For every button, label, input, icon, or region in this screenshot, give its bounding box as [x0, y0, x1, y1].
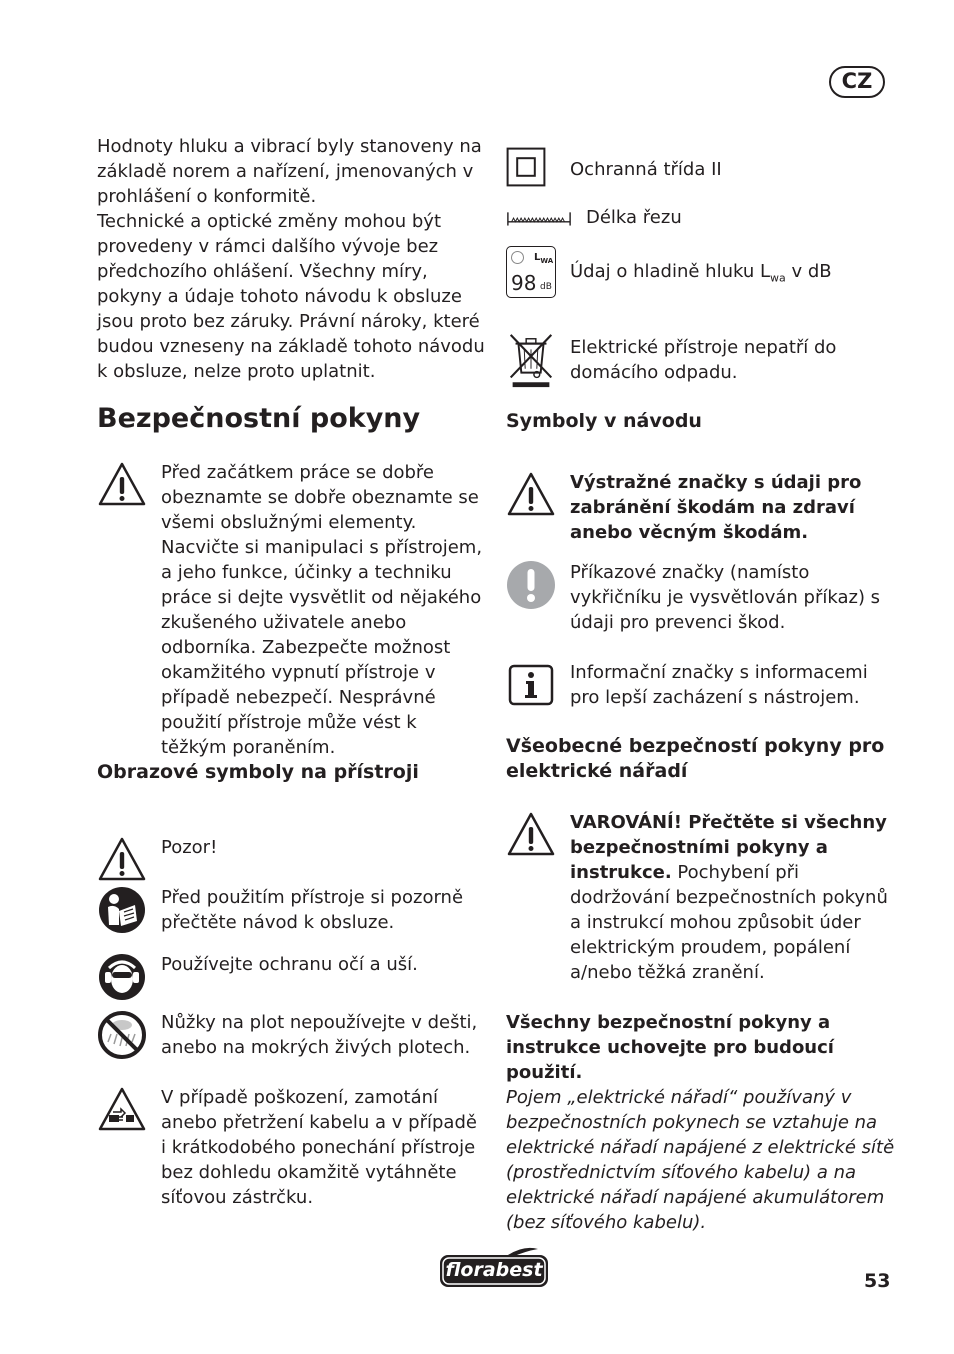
read-manual-icon [97, 885, 147, 935]
brand-name: florabest [445, 1259, 543, 1281]
general-safety-heading: Všeobecné bezpečností pokyny pro elektrické nářadí [506, 735, 885, 782]
symbol-item [97, 952, 487, 1002]
symbol-text: Délka řezu [586, 207, 682, 228]
general-warning-block [506, 810, 896, 985]
no-rain-icon [97, 1010, 147, 1060]
symbol-item [506, 470, 896, 545]
symbol-item [506, 660, 896, 710]
eye-ear-protection-icon [97, 952, 147, 1002]
symbol-text: Příkazové značky (namísto vykřičníku je vysvětlován příkaz) s údaji pro prevenci škod. [570, 562, 881, 633]
language-badge: CZ [829, 66, 885, 98]
device-symbols-heading: Obrazové symboly na přístroji [97, 761, 419, 783]
lwa-unit: dB [540, 282, 552, 292]
brand-logo [438, 1245, 550, 1289]
symbol-item [506, 208, 896, 230]
symbol-text: Používejte ochranu očí a uší. [161, 954, 418, 975]
symbol-item [506, 560, 896, 635]
warning-icon [97, 460, 147, 510]
symbol-item [97, 835, 487, 885]
lwa-value: 98 [511, 271, 537, 295]
page-number: 53 [864, 1270, 891, 1292]
symbol-text: Informační značky s informacemi pro lepší zacházení s nástrojem. [570, 662, 868, 708]
safety-warning-text: Před začátkem práce se dobře obeznamte se dobře obeznamte se všemi obslužnými elementy. Nacvičte si manipulaci s přístrojem, a jeho funkce, účinky a techniku práce si dejte vysvětlit od nějakého zkušeného uživatele anebo odborníka. Zabezpečte možnost okamžitého vypnutí přístroje v případě nebezpečí. Nesprávné použití přístroje může vést k těžkým poraněním. [161, 462, 483, 758]
symbol-item [97, 1010, 487, 1060]
manual-symbols-heading: Symboly v návodu [506, 410, 702, 432]
warning-icon [97, 835, 147, 885]
symbol-item [97, 885, 487, 935]
lwa-label: $L_{WA}$ [534, 252, 554, 265]
symbol-text: Výstražné značky s údaji pro zabránění škodám na zdraví anebo věcným škodám. [570, 472, 862, 543]
intro-paragraph-1: Hodnoty hluku a vibrací byly stanoveny na základě norem a nařízení, jmenovaných v prohlášení o konformitě. [97, 136, 482, 207]
symbol-text: Nůžky na plot nepoužívejte v dešti, anebo na mokrých živých plotech. [161, 1012, 478, 1058]
symbol-text: Před použitím přístroje si pozorně přečtěte návod k obsluze. [161, 887, 464, 933]
protection-class-ii-icon [506, 147, 546, 187]
symbol-item [97, 1085, 487, 1210]
speaker-icon [511, 251, 524, 264]
mandatory-icon [506, 560, 556, 610]
weee-bin-icon [506, 332, 556, 390]
general-warning-text: VAROVÁNÍ! Přečtěte si všechny bezpečnostními pokyny a instrukce. Pochybení při dodržování bezpečnostních pokynů a instrukcí mohou způsobit úder elektrickým proudem, popálení a/nebo těžká zranění. [570, 812, 888, 983]
safety-heading: Bezpečnostní pokyny [97, 403, 421, 434]
symbol-text: Údaj o hladině hluku $L_{wa}$ v dB [570, 261, 832, 285]
safety-warning-block [97, 460, 487, 760]
symbol-text: Pozor! [161, 837, 218, 858]
symbol-item [506, 147, 896, 187]
symbol-text: V případě poškození, zamotání anebo přetržení kabelu a v případě i krátkodobého ponechání přístroje bez dohledu okamžitě vytáhněte síťovou zástrčku. [161, 1087, 477, 1208]
keep-instructions-text: Všechny bezpečnostní pokyny a instrukce uchovejte pro budoucí použití. [506, 1012, 834, 1083]
warning-icon [506, 810, 556, 860]
symbol-item [506, 332, 896, 390]
symbol-item [506, 246, 896, 298]
warning-icon [506, 470, 556, 520]
definition-text: Pojem „elektrické nářadí“ používaný v bezpečnostních pokynech se vztahuje na elektrické nářadí napájené z elektrické sítě (prostřednictvím síťového kabelu) a na elektrické nářadí napájené akumulátorem (bez síťového kabelu). [506, 1087, 895, 1233]
info-icon [506, 660, 556, 710]
sound-level-icon [506, 246, 556, 298]
symbol-text: Elektrické přístroje nepatří do domácího odpadu. [570, 337, 837, 383]
intro-paragraph-2: Technické a optické změny mohou být provedeny v rámci dalšího vývoje bez předchozího ohlášení. Všechny míry, pokyny a údaje tohoto návodu k obsluze jsou proto bez záruky. Právní nároky, které budou vzneseny na základě tohoto návodu k obsluze, nelze proto uplatnit. [97, 211, 485, 382]
unplug-icon [97, 1085, 147, 1135]
cutting-length-icon [506, 208, 572, 228]
symbol-text: Ochranná třída II [570, 159, 722, 180]
